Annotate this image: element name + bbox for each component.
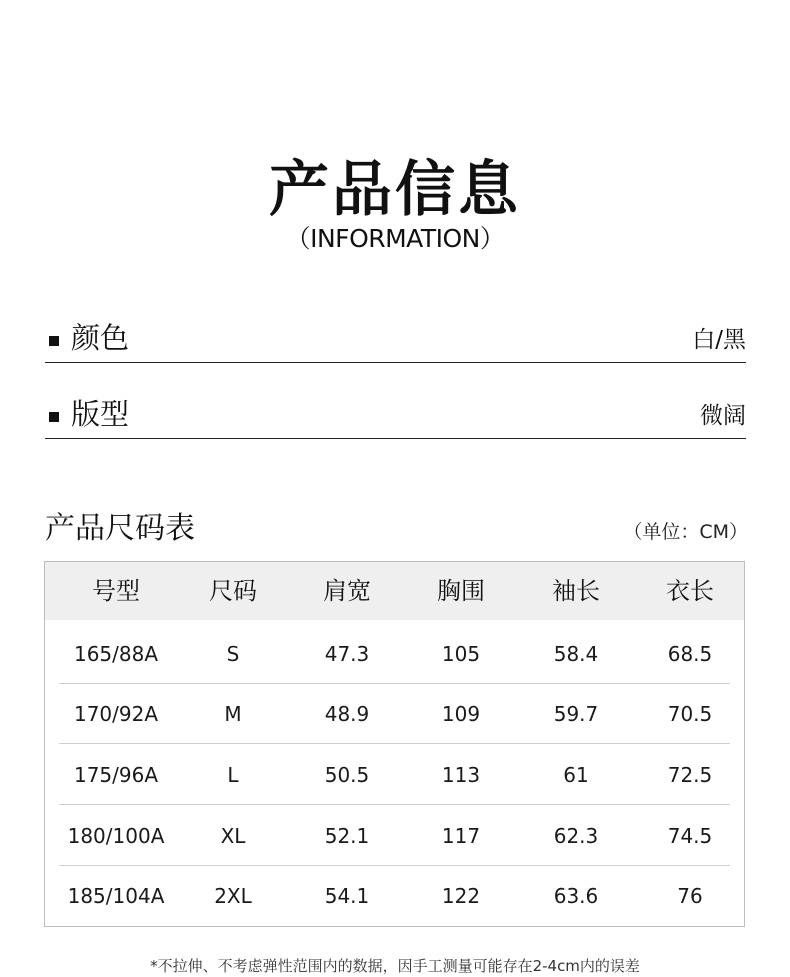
table-row [45, 806, 744, 866]
page-title: 产品信息 [269, 155, 521, 225]
row-divider [59, 743, 730, 744]
table-cell: 50.5 [324, 763, 370, 787]
table-cell: 185/104A [67, 884, 165, 908]
size-chart-title: 产品尺码表 [45, 511, 195, 546]
table-cell: 180/100A [67, 824, 165, 848]
table-cell: S [226, 642, 240, 666]
table-cell: 76 [677, 884, 703, 908]
info-row-fit [45, 394, 746, 439]
table-cell: 70.5 [667, 702, 713, 726]
table-cell: 117 [441, 824, 481, 848]
measurement-note: *不拉伸、不考虑弹性范围内的数据，因手工测量可能存在2-4cm内的误差 [150, 957, 640, 975]
table-cell: 109 [441, 702, 481, 726]
info-row-color [45, 318, 746, 363]
table-cell: 122 [441, 884, 481, 908]
table-cell: 165/88A [73, 642, 159, 666]
table-cell: 105 [441, 642, 481, 666]
table-cell: 54.1 [324, 884, 370, 908]
table-cell: 58.4 [553, 642, 599, 666]
square-bullet-icon [49, 336, 59, 346]
table-row [45, 745, 744, 805]
table-cell: M [224, 702, 242, 726]
info-label: 颜色 [71, 321, 130, 355]
table-row [45, 866, 744, 926]
table-cell: 52.1 [324, 824, 370, 848]
table-cell: 48.9 [324, 702, 370, 726]
column-header: 衣长 [666, 577, 714, 605]
table-cell: 170/92A [73, 702, 159, 726]
table-cell: 68.5 [667, 642, 713, 666]
info-label: 版型 [71, 397, 130, 431]
table-cell: 63.6 [553, 884, 599, 908]
info-value: 白/黑 [692, 327, 746, 353]
table-cell: 61 [563, 763, 589, 787]
column-header: 肩宽 [323, 577, 371, 605]
table-row [45, 684, 744, 744]
table-cell: XL [220, 824, 246, 848]
size-chart-unit: （单位：CM） [623, 521, 748, 543]
table-cell: 113 [441, 763, 481, 787]
table-cell: 59.7 [553, 702, 599, 726]
column-header: 袖长 [552, 577, 600, 605]
table-cell: 72.5 [667, 763, 713, 787]
page-subtitle: （INFORMATION） [285, 224, 505, 253]
row-divider [59, 804, 730, 805]
column-header: 胸围 [437, 577, 485, 605]
table-cell: 2XL [214, 884, 252, 908]
table-cell: L [227, 763, 239, 787]
column-header: 号型 [92, 577, 140, 605]
table-cell: 47.3 [324, 642, 370, 666]
table-header [45, 562, 744, 620]
square-bullet-icon [49, 412, 59, 422]
column-header: 尺码 [209, 577, 257, 605]
table-cell: 74.5 [667, 824, 713, 848]
table-row [45, 624, 744, 684]
table-cell: 62.3 [553, 824, 599, 848]
info-value: 微阔 [700, 403, 746, 429]
table-cell: 175/96A [73, 763, 159, 787]
size-table [44, 561, 745, 927]
